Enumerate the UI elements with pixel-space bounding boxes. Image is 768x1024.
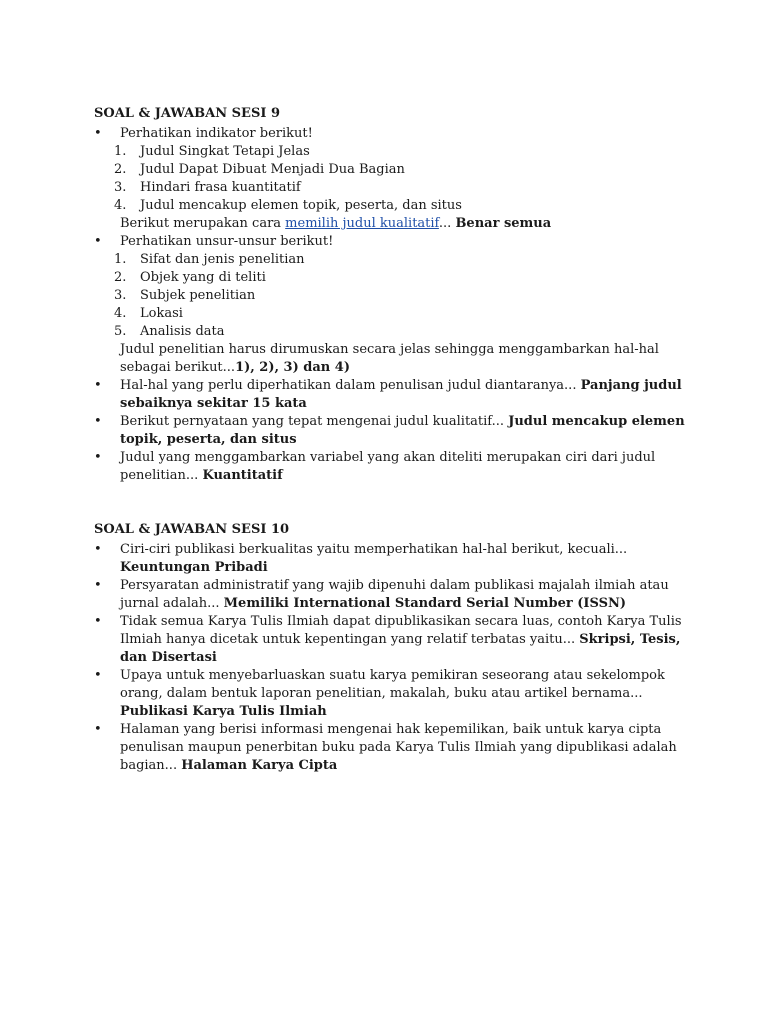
list-number: 3.: [114, 288, 127, 303]
question-item: [94, 413, 694, 449]
answer-text: Memiliki International Standard Serial Number (ISSN): [223, 596, 627, 611]
conclusion-text: Judul penelitian harus dirumuskan secara jelas sehingga menggambarkan hal-hal sebagai berikut...: [120, 342, 659, 375]
answer-text: 1), 2), 3) dan 4): [235, 360, 350, 375]
list-text: Judul Dapat Dibuat Menjadi Dua Bagian: [140, 162, 405, 177]
list-number: 1.: [114, 144, 127, 159]
bullet-icon: •: [94, 234, 102, 249]
question-text: Berikut pernyataan yang tepat mengenai judul kualitatif...: [120, 414, 509, 429]
bullet-icon: •: [94, 126, 102, 141]
list-number: 2.: [114, 270, 127, 285]
section-sesi-10: [94, 521, 694, 775]
list-text: Judul Singkat Tetapi Jelas: [140, 144, 310, 159]
question-item: [94, 449, 694, 485]
question-item: [94, 577, 694, 613]
section-title: SOAL & JAWABAN SESI 10: [94, 522, 290, 537]
list-item: [114, 287, 694, 305]
list-text: Lokasi: [140, 306, 183, 321]
question-text: Hal-hal yang perlu diperhatikan dalam penulisan judul diantaranya...: [120, 378, 581, 393]
bullet-icon: •: [94, 542, 102, 557]
list-number: 4.: [114, 198, 127, 213]
section-sesi-9: [94, 105, 694, 485]
bullet-icon: •: [94, 378, 102, 393]
conclusion-ellipsis: ...: [438, 216, 456, 231]
bullet-icon: •: [94, 450, 102, 465]
answer-text: Kuantitatif: [202, 468, 283, 483]
conclusion-text: Berikut merupakan cara: [120, 216, 286, 231]
list-number: 5.: [114, 324, 127, 339]
question-conclusion: [94, 341, 694, 377]
list-item: [114, 143, 694, 161]
question-text: Judul yang menggambarkan variabel yang akan diteliti merupakan ciri dari judul penelitian...: [120, 450, 656, 483]
list-text: Judul mencakup elemen topik, peserta, dan situs: [140, 198, 462, 213]
question-item: [94, 125, 694, 143]
section-title: SOAL & JAWABAN SESI 9: [94, 106, 280, 121]
list-item: [114, 323, 694, 341]
list-item: [114, 251, 694, 269]
list-text: Sifat dan jenis penelitian: [140, 252, 305, 267]
answer-text: Skripsi, Tesis, dan Disertasi: [120, 632, 681, 665]
bullet-icon: •: [94, 668, 102, 683]
question-text: Halaman yang berisi informasi mengenai hak kepemilikan, baik untuk karya cipta penulisan maupun penerbitan buku pada Karya Tulis Ilmiah yang dipublikasi adalah bagian...: [120, 722, 677, 773]
list-text: Hindari frasa kuantitatif: [140, 180, 301, 195]
question-text: Tidak semua Karya Tulis Ilmiah dapat dipublikasikan secara luas, contoh Karya Tulis Ilmiah hanya dicetak untuk kepentingan yang relatif terbatas yaitu...: [120, 614, 682, 647]
list-item: [114, 269, 694, 287]
list-number: 3.: [114, 180, 127, 195]
question-item: [94, 667, 694, 721]
numbered-list: [94, 251, 694, 341]
memilih-judul-link[interactable]: memilih judul kualitatif: [285, 216, 439, 231]
bullet-icon: •: [94, 614, 102, 629]
list-item: [114, 305, 694, 323]
question-text: Perhatikan unsur-unsur berikut!: [120, 234, 334, 249]
answer-text: Panjang judul sebaiknya sekitar 15 kata: [120, 378, 682, 411]
question-item: [94, 233, 694, 251]
answer-text: Judul mencakup elemen topik, peserta, dan situs: [120, 414, 685, 447]
list-text: Objek yang di teliti: [140, 270, 266, 285]
list-number: 1.: [114, 252, 127, 267]
question-item: [94, 541, 694, 577]
list-item: [114, 179, 694, 197]
list-number: 4.: [114, 306, 127, 321]
answer-text: Keuntungan Pribadi: [120, 560, 268, 575]
list-text: Analisis data: [140, 324, 225, 339]
question-item: [94, 721, 694, 775]
question-text: Ciri-ciri publikasi berkualitas yaitu memperhatikan hal-hal berikut, kecuali...: [120, 542, 628, 557]
list-text: Subjek penelitian: [140, 288, 256, 303]
answer-text: Publikasi Karya Tulis Ilmiah: [120, 704, 327, 719]
question-text: Upaya untuk menyebarluaskan suatu karya pemikiran seseorang atau sekelompok orang, dalam bentuk laporan penelitian, makalah, buku atau artikel bernama...: [120, 668, 665, 701]
bullet-icon: •: [94, 722, 102, 737]
answer-text: Benar semua: [455, 216, 552, 231]
list-item: [114, 197, 694, 215]
list-number: 2.: [114, 162, 127, 177]
bullet-icon: •: [94, 578, 102, 593]
question-conclusion: [94, 215, 694, 233]
question-item: [94, 377, 694, 413]
list-item: [114, 161, 694, 179]
question-item: [94, 613, 694, 667]
question-text: Persyaratan administratif yang wajib dipenuhi dalam publikasi majalah ilmiah atau jurnal adalah...: [120, 578, 669, 611]
numbered-list: [94, 143, 694, 215]
answer-text: Halaman Karya Cipta: [181, 758, 338, 773]
question-text: Perhatikan indikator berikut!: [120, 126, 313, 141]
bullet-icon: •: [94, 414, 102, 429]
